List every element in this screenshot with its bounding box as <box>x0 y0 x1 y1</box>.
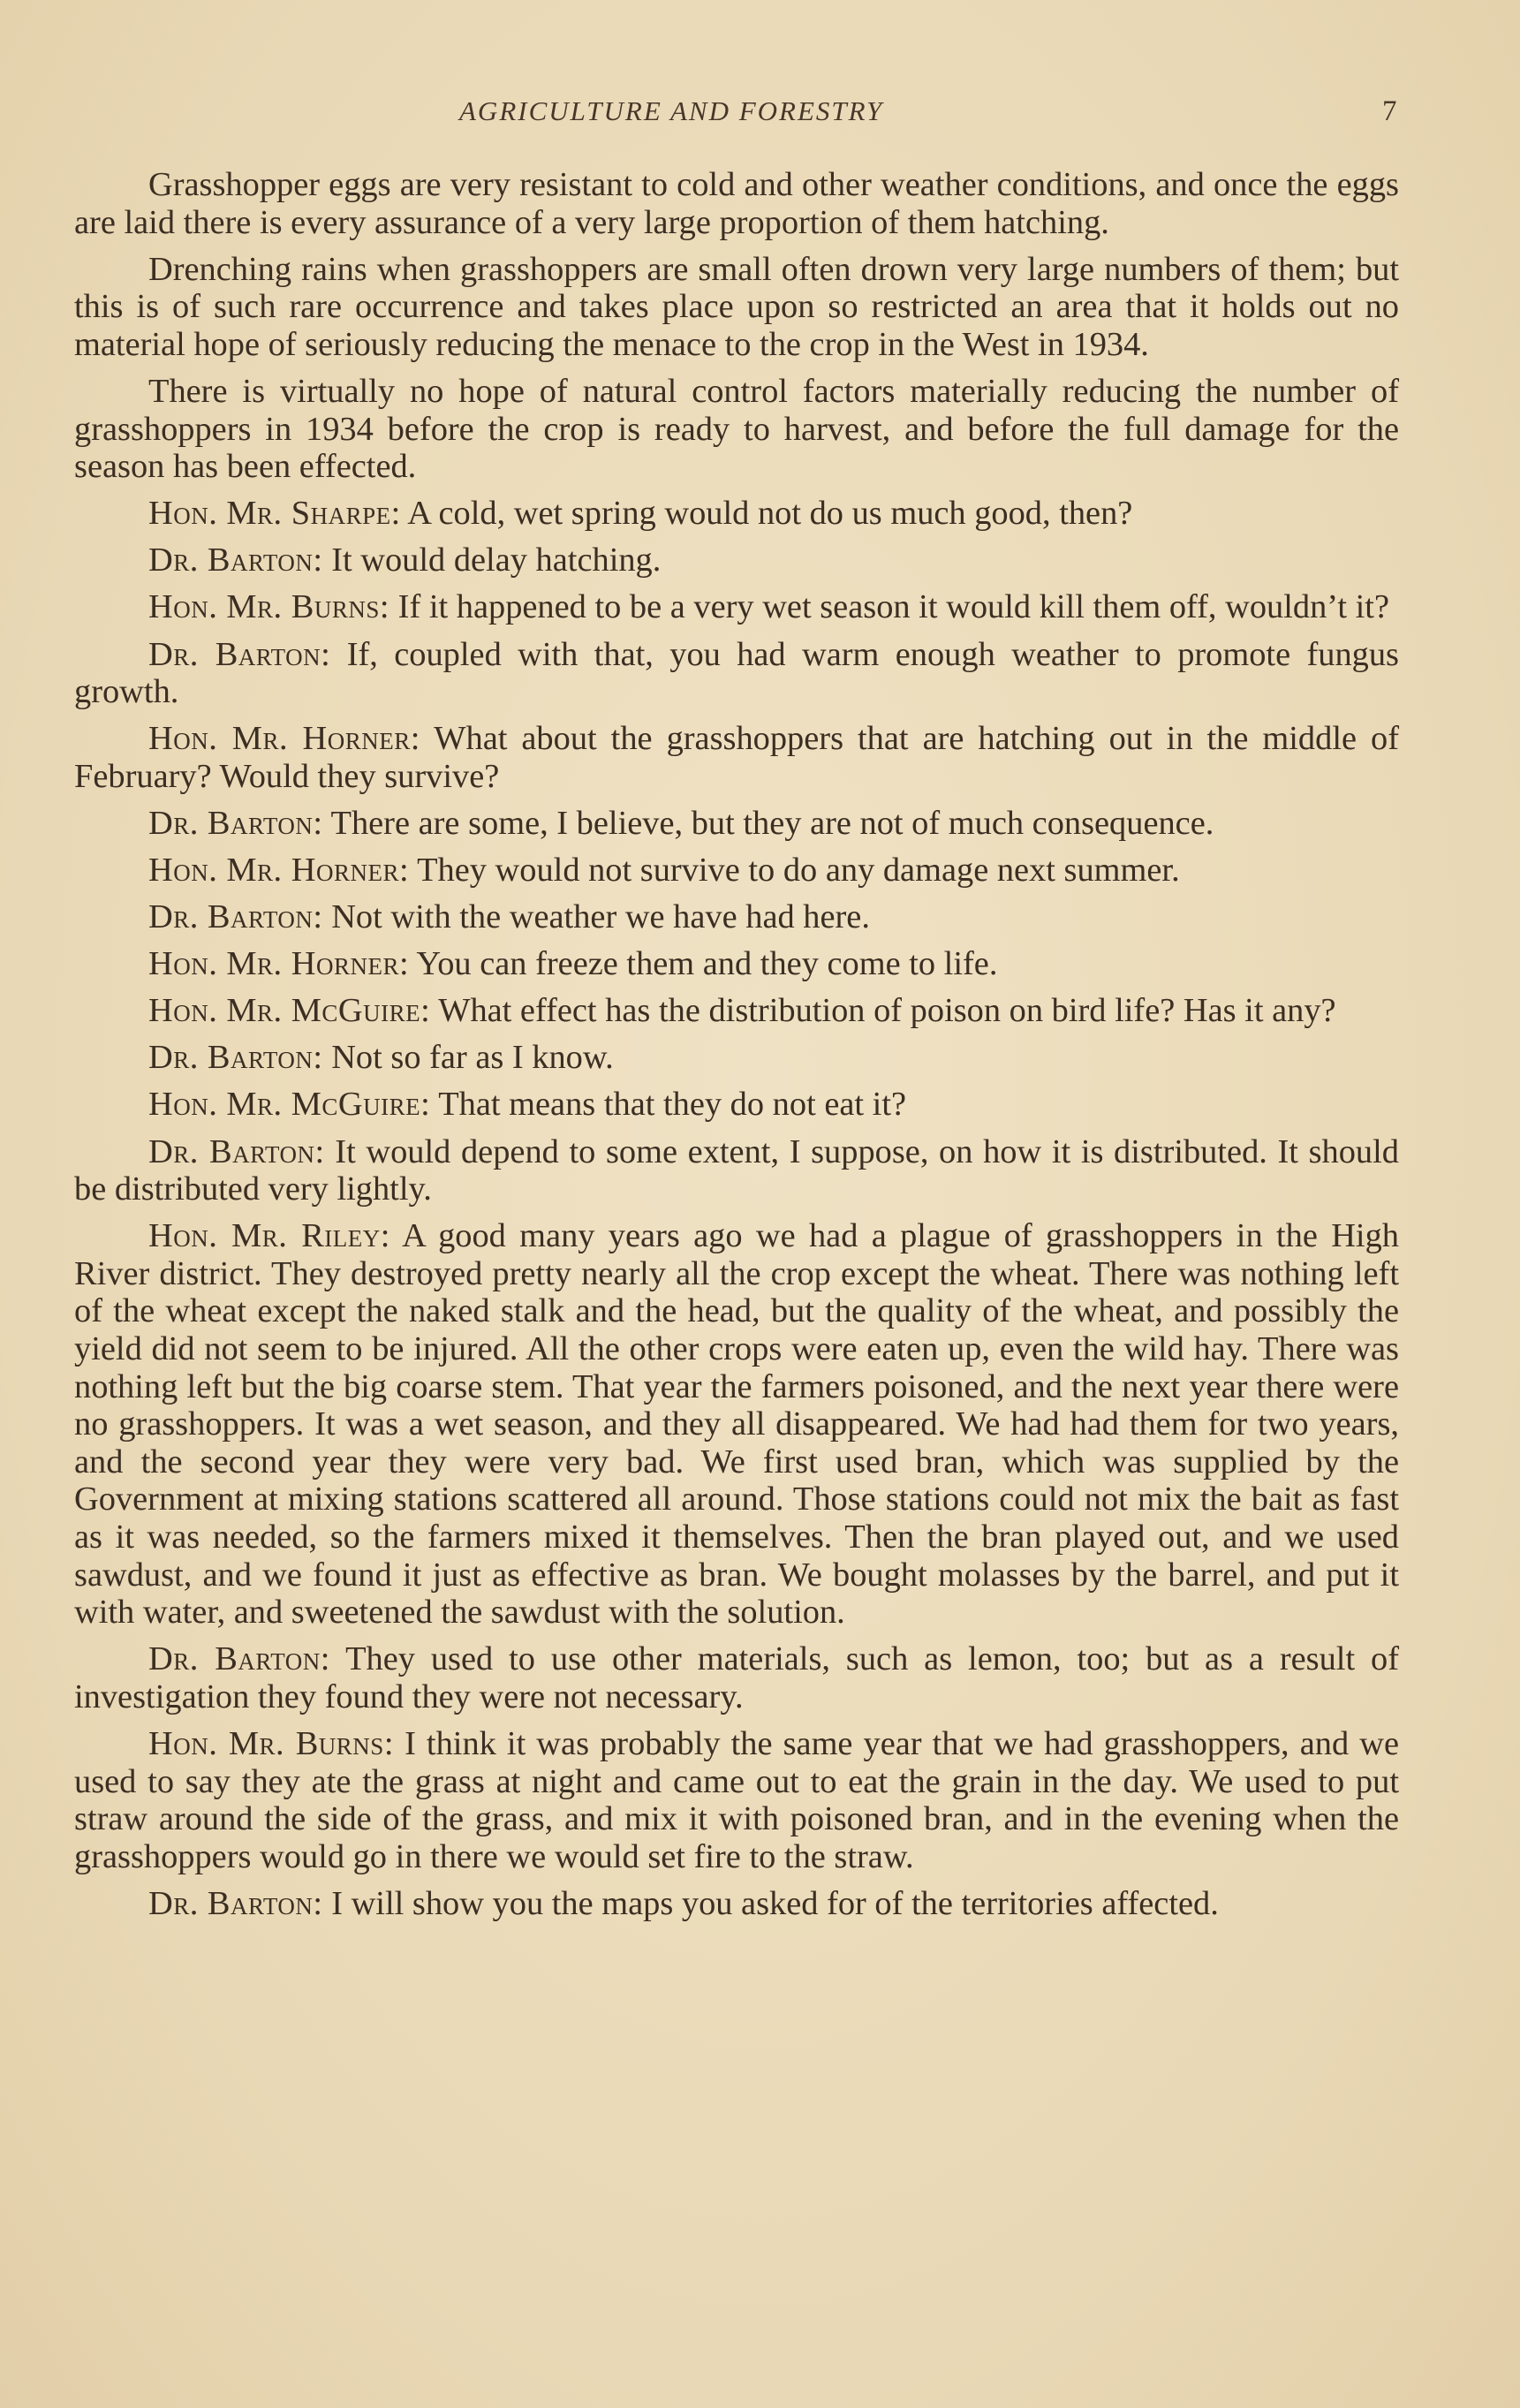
paragraph <box>74 852 1399 890</box>
page-header <box>0 95 1520 134</box>
paragraph-text: There are some, I believe, but they are not of much consequence. <box>330 804 1214 842</box>
speaker-name: Dr. Barton: <box>148 1132 325 1170</box>
speaker-name: Hon. Mr. Horner: <box>148 852 410 889</box>
speaker-name: Dr. Barton: <box>148 1039 323 1077</box>
speaker-name: Hon. Mr. McGuire: <box>148 1086 431 1124</box>
running-title: AGRICULTURE AND FORESTRY <box>459 95 884 126</box>
paragraph-text: Grasshopper eggs are very resistant to cold and other weather conditions, and once the eggs are laid there is every assurance of a very large proportion of them hatching. <box>74 166 1399 241</box>
paragraph-text: They would not survive to do any damage next summer. <box>417 852 1180 889</box>
paragraph-text: What about the grasshoppers that are hatching out in the middle of February? Would they survive? <box>74 720 1400 795</box>
paragraph-text: A cold, wet spring would not do us much good, then? <box>407 495 1133 533</box>
paragraph-text: You can freeze them and they come to life. <box>416 945 998 983</box>
paragraph-text: It would delay hatching. <box>331 541 662 579</box>
paragraph <box>74 1086 1399 1124</box>
paragraph-text: If it happened to be a very wet season it would kill them off, wouldn’t it? <box>397 588 1389 626</box>
paragraph-text: It would depend to some extent, I suppose, on how it is distributed. It should be distributed very lightly. <box>74 1132 1399 1208</box>
speaker-name: Dr. Barton: <box>148 1640 330 1678</box>
paragraph <box>74 992 1399 1030</box>
paragraph-text: I think it was probably the same year that we had grasshoppers, and we used to say they ate the grass at night and came out to eat the grain in the day. We used to put straw around the side of the grass, and mix it with poisoned bran, and in the evening when the grasshoppers would go in there we would set fire to the straw. <box>74 1724 1399 1875</box>
speaker-name: Hon. Mr. Riley: <box>148 1217 390 1255</box>
speaker-name: Hon. Mr. Horner: <box>148 720 420 758</box>
paragraph <box>74 1133 1399 1208</box>
paragraph-text: Not so far as I know. <box>331 1039 614 1077</box>
paragraph <box>74 1039 1399 1077</box>
speaker-name: Dr. Barton: <box>148 541 323 579</box>
paragraph <box>74 166 1399 241</box>
paragraph <box>74 1885 1399 1923</box>
paragraph <box>74 1217 1399 1632</box>
speaker-name: Hon. Mr. Sharpe: <box>148 495 401 533</box>
paragraph <box>74 945 1399 983</box>
speaker-name: Hon. Mr. Burns: <box>148 588 390 626</box>
paragraph <box>74 495 1399 533</box>
paragraph-text: I will show you the maps you asked for of the territories affected. <box>331 1884 1219 1922</box>
transcript-body <box>74 166 1399 1932</box>
paragraph-text: That means that they do not eat it? <box>438 1086 907 1124</box>
speaker-name: Dr. Barton: <box>148 635 331 673</box>
paragraph-text: What effect has the distribution of poison on bird life? Has it any? <box>438 992 1336 1030</box>
paragraph-text: Not with the weather we have had here. <box>331 898 870 936</box>
paragraph-text: Drenching rains when grasshoppers are small often drown very large numbers of them; but this is of such rare occurrence and takes place upon so restricted an area that it holds out no material hope of seriously reducing the menace to the crop in the West in 1934. <box>74 250 1399 363</box>
page-number: 7 <box>1382 95 1397 127</box>
paragraph-text: They used to use other materials, such as lemon, too; but as a result of investigation they found they were not necessary. <box>74 1640 1400 1715</box>
paragraph <box>74 373 1399 486</box>
paragraph <box>74 898 1399 936</box>
speaker-name: Dr. Barton: <box>148 804 323 842</box>
paragraph <box>74 805 1399 843</box>
paragraph <box>74 720 1399 795</box>
speaker-name: Hon. Mr. Burns: <box>148 1724 394 1762</box>
paragraph <box>74 1640 1399 1715</box>
paragraph-text: If, coupled with that, you had warm enough weather to promote fungus growth. <box>74 635 1399 711</box>
paragraph <box>74 636 1399 711</box>
speaker-name: Hon. Mr. Horner: <box>148 945 410 983</box>
paragraph-text: There is virtually no hope of natural control factors materially reducing the number of grasshoppers in 1934 before the crop is ready to harvest, and before the full damage for the season has been effected. <box>74 372 1399 486</box>
paragraph-text: A good many years ago we had a plague of grasshoppers in the High River district. They destroyed pretty nearly all the crop except the wheat. There was nothing left of the wheat except the naked stalk and the head, but the quality of the wheat, and possibly the yield did not seem to be injured. All the other crops were eaten up, even the wild hay. There was nothing left but the big coarse stem. That year the farmers poisoned, and the next year there were no grasshoppers. It was a wet season, and they all disappeared. We had had them for two years, and the second year they were very bad. We first used bran, which was supplied by the Government at mixing stations scattered all around. Those stations could not mix the bait as fast as it was needed, so the farmers mixed it themselves. Then the bran played out, and we used sawdust, and we found it just as effective as bran. We bought molasses by the barrel, and put it with water, and sweetened the sawdust with the solution. <box>74 1217 1399 1632</box>
paragraph <box>74 588 1399 626</box>
paragraph <box>74 1725 1399 1875</box>
paragraph <box>74 251 1399 364</box>
speaker-name: Dr. Barton: <box>148 1884 323 1922</box>
paragraph <box>74 541 1399 579</box>
speaker-name: Dr. Barton: <box>148 898 323 936</box>
speaker-name: Hon. Mr. McGuire: <box>148 992 431 1030</box>
